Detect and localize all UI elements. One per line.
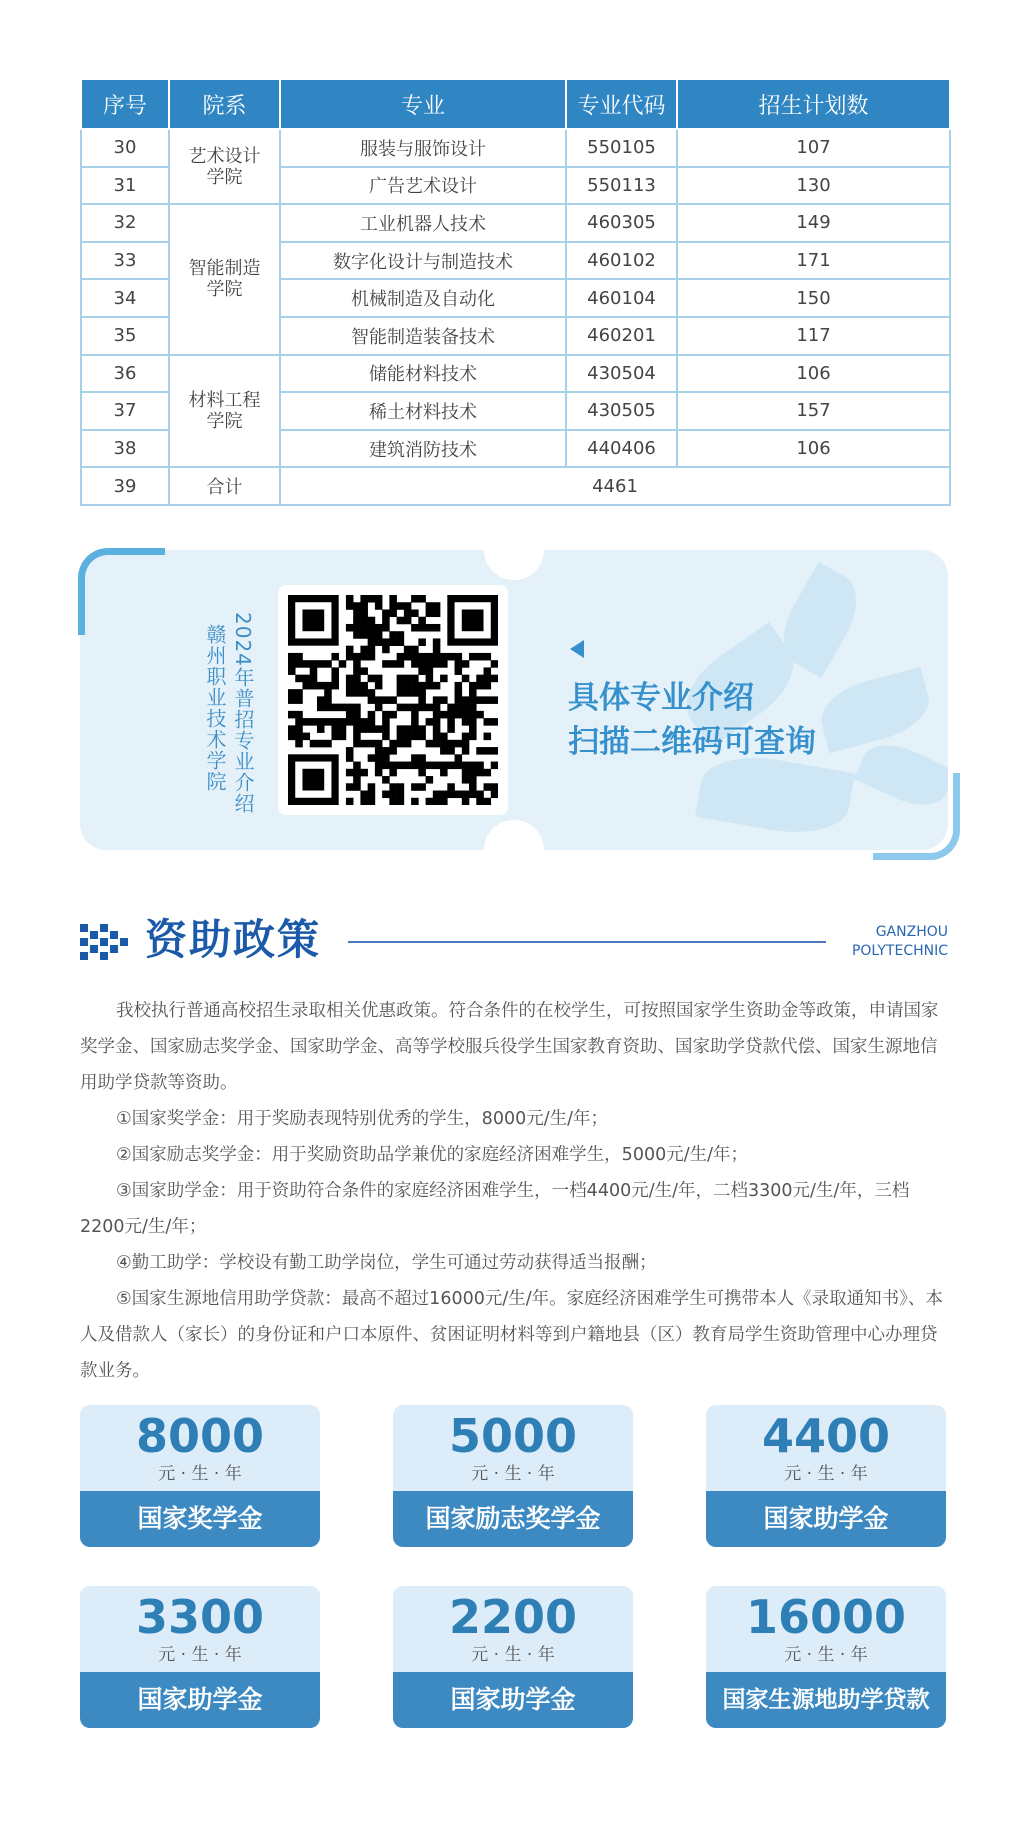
total-label: 合计 (169, 467, 280, 505)
school-english-line1: GANZHOU (875, 924, 948, 940)
table-row (81, 355, 950, 393)
policy-paragraph: ④勤工助学：学校设有勤工助学岗位，学生可通过劳动获得适当报酬； (116, 1253, 657, 1273)
aid-amount: 8000 (135, 1409, 265, 1463)
header-cell-dept: 院系 (169, 80, 280, 129)
qr-vertical-school: 赣州职业技术学院 (203, 624, 227, 792)
aid-amount: 2200 (448, 1590, 578, 1644)
cell-code: 430504 (566, 355, 677, 393)
qr-vertical-title: 2024年普招专业介绍 (231, 612, 255, 814)
cell-major: 智能制造装备技术 (280, 317, 566, 355)
table-row (81, 129, 950, 167)
cell-plan: 106 (677, 430, 950, 468)
table-total-row (81, 467, 950, 505)
cell-major: 储能材料技术 (280, 355, 566, 393)
cell-code: 460201 (566, 317, 677, 355)
aid-label: 国家助学金 (80, 1672, 320, 1728)
panel-notch (484, 520, 544, 580)
aid-card (706, 1586, 946, 1728)
cell-plan: 149 (677, 204, 950, 242)
aid-label: 国家助学金 (393, 1672, 633, 1728)
table-row (81, 204, 950, 242)
cell-no: 36 (81, 355, 169, 393)
divider (348, 941, 826, 943)
cell-major: 数字化设计与制造技术 (280, 242, 566, 280)
cell-no: 33 (81, 242, 169, 280)
aid-label: 国家励志奖学金 (393, 1491, 633, 1547)
cell-plan: 171 (677, 242, 950, 280)
enrollment-table (80, 80, 951, 506)
qr-caption (568, 676, 816, 764)
aid-unit: 元 · 生 · 年 (471, 1464, 555, 1484)
cell-major: 工业机器人技术 (280, 204, 566, 242)
cell-no: 38 (81, 430, 169, 468)
aid-label: 国家生源地助学贷款 (706, 1672, 946, 1728)
cell-code: 550105 (566, 129, 677, 167)
total-value: 4461 (280, 467, 950, 505)
panel-corner-frame (78, 548, 165, 635)
cell-major: 服装与服饰设计 (280, 129, 566, 167)
policy-paragraph: 我校执行普通高校招生录取相关优惠政策。符合条件的在校学生，可按照国家学生资助金等政策，申请国家奖学金、国家励志奖学金、国家助学金、高等学校服兵役学生国家教育资助、国家助学贷款代偿、国家生源地信用助学贷款等资助。 (80, 1001, 939, 1093)
header-cell-major: 专业 (280, 80, 566, 129)
cell-no: 39 (81, 467, 169, 505)
aid-card (393, 1405, 633, 1547)
cell-no: 37 (81, 392, 169, 430)
header-cell-plan: 招生计划数 (677, 80, 950, 129)
aid-amount: 16000 (745, 1590, 907, 1644)
cell-code: 440406 (566, 430, 677, 468)
aid-label: 国家助学金 (706, 1491, 946, 1547)
leaf-decoration (814, 667, 936, 753)
aid-amount: 5000 (448, 1409, 578, 1463)
cell-dept: 艺术设计 学院 (169, 129, 280, 204)
cell-code: 550113 (566, 167, 677, 205)
aid-unit: 元 · 生 · 年 (784, 1464, 868, 1484)
cell-plan: 157 (677, 392, 950, 430)
aid-card (393, 1586, 633, 1728)
policy-paragraph: ②国家励志奖学金：用于奖励资助品学兼优的家庭经济困难学生，5000元/生/年； (116, 1145, 749, 1165)
aid-card (706, 1405, 946, 1547)
cell-no: 32 (81, 204, 169, 242)
cell-dept: 材料工程 学院 (169, 355, 280, 468)
cell-no: 35 (81, 317, 169, 355)
qr-code[interactable] (278, 585, 508, 815)
cell-plan: 130 (677, 167, 950, 205)
table-header-row (81, 80, 950, 129)
cell-code: 430505 (566, 392, 677, 430)
aid-amount: 3300 (135, 1590, 265, 1644)
qr-caption-line2: 扫描二维码可查询 (568, 724, 816, 760)
aid-unit: 元 · 生 · 年 (158, 1645, 242, 1665)
cell-major: 建筑消防技术 (280, 430, 566, 468)
cell-code: 460102 (566, 242, 677, 280)
aid-card (80, 1586, 320, 1728)
aid-unit: 元 · 生 · 年 (158, 1464, 242, 1484)
section-title: 资助政策 (145, 915, 322, 964)
cell-no: 34 (81, 279, 169, 317)
aid-amount: 4400 (761, 1409, 891, 1463)
cell-plan: 117 (677, 317, 950, 355)
header-cell-code: 专业代码 (566, 80, 677, 129)
policy-paragraph: ①国家奖学金：用于奖励表现特别优秀的学生，8000元/生/年； (116, 1109, 609, 1129)
header-cell-no: 序号 (81, 80, 169, 129)
cell-major: 机械制造及自动化 (280, 279, 566, 317)
qr-code-icon (288, 595, 498, 805)
cell-plan: 106 (677, 355, 950, 393)
school-english-name (852, 923, 948, 961)
double-chevron-icon (80, 922, 130, 962)
school-english-line2: POLYTECHNIC (851, 943, 948, 959)
cell-major: 广告艺术设计 (280, 167, 566, 205)
cell-code: 460305 (566, 204, 677, 242)
cell-no: 31 (81, 167, 169, 205)
cell-dept: 智能制造 学院 (169, 204, 280, 354)
panel-corner-frame (873, 773, 960, 860)
cell-major: 稀土材料技术 (280, 392, 566, 430)
policy-paragraph: ⑤国家生源地信用助学贷款：最高不超过16000元/生/年。家庭经济困难学生可携带本人《录取通知书》、本人及借款人（家长）的身份证和户口本原件、贫困证明材料等到户籍地县（区）教育局学生资助管理中心办理贷款业务。 (80, 1289, 943, 1381)
cell-code: 460104 (566, 279, 677, 317)
cell-no: 30 (81, 129, 169, 167)
cell-plan: 107 (677, 129, 950, 167)
aid-unit: 元 · 生 · 年 (784, 1645, 868, 1665)
qr-caption-line1: 具体专业介绍 (568, 680, 754, 716)
cell-plan: 150 (677, 279, 950, 317)
aid-card (80, 1405, 320, 1547)
arrow-left-icon (570, 640, 584, 658)
panel-notch (484, 820, 544, 880)
policy-paragraph: ③国家助学金：用于资助符合条件的家庭经济困难学生，一档4400元/生/年，二档3300元/生/年，三档2200元/生/年； (80, 1181, 910, 1237)
aid-label: 国家奖学金 (80, 1491, 320, 1547)
aid-unit: 元 · 生 · 年 (471, 1645, 555, 1665)
policy-text (80, 993, 948, 1389)
